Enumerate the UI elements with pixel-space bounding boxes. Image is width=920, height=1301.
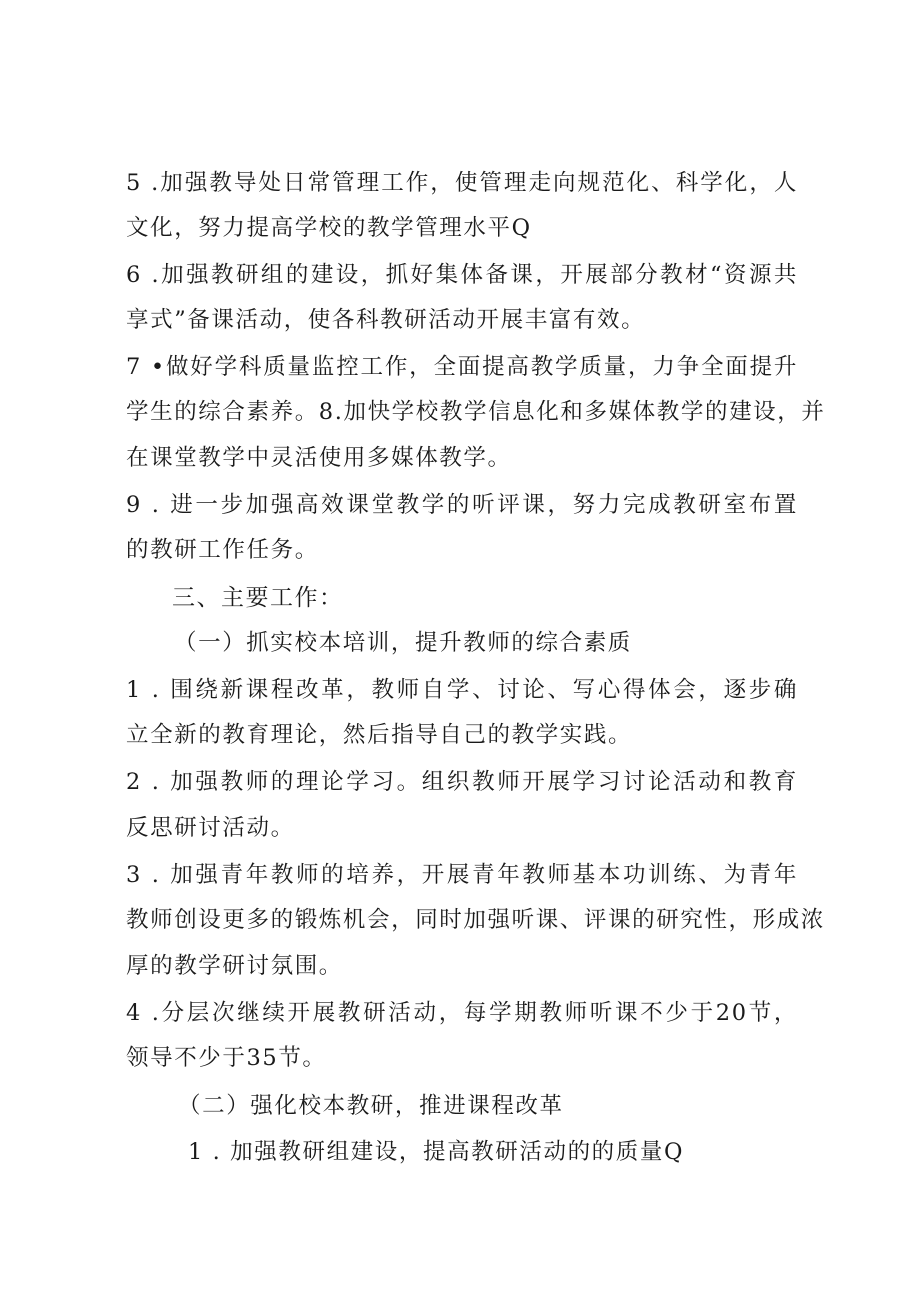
- subsection-2-heading: （二）强化校本教研，推进课程改革: [178, 1093, 564, 1119]
- paragraph-7-line-3: 在课堂教学中灵活使用多媒体教学。: [126, 445, 512, 471]
- paragraph-5-line-2: 文化，努力提高学校的教学管理水平Q: [126, 215, 532, 241]
- paragraph-7-line-1: 7 •做好学科质量监控工作，全面提高教学质量，力争全面提升: [126, 354, 798, 380]
- subsection-1-heading: （一）抓实校本培训，提升教师的综合素质: [174, 630, 632, 656]
- paragraph-6-line-1: 6 .加强教研组的建设，抓好集体备课，开展部分教材“资源共: [126, 262, 798, 288]
- paragraph-9-line-1: 9 . 进一步加强高效课堂教学的听评课，努力完成教研室布置: [126, 492, 798, 518]
- sub1-item-4-line-1: 4 .分层次继续开展教研活动，每学期教师听课不少于20节，: [126, 1000, 798, 1026]
- paragraph-7-line-2: 学生的综合素养。8.加快学校教学信息化和多媒体教学的建设，并: [126, 399, 826, 425]
- sub1-item-2-line-2: 反思研讨活动。: [126, 815, 295, 841]
- sub1-item-1-line-1: 1 . 围绕新课程改革，教师自学、讨论、写心得体会，逐步确: [126, 677, 798, 703]
- sub1-item-1-line-2: 立全新的教育理论，然后指导自己的教学实践。: [126, 722, 633, 748]
- section-heading: 三、主要工作：: [172, 585, 344, 611]
- sub1-item-2-line-1: 2 . 加强教师的理论学习。组织教师开展学习讨论活动和教育: [126, 769, 798, 795]
- paragraph-6-line-2: 享式”备课活动，使各科教研活动开展丰富有效。: [126, 307, 646, 333]
- sub1-item-3-line-1: 3 . 加强青年教师的培养，开展青年教师基本功训练、为青年: [126, 862, 798, 888]
- paragraph-9-line-2: 的教研工作任务。: [126, 537, 319, 563]
- sub1-item-3-line-3: 厚的教学研讨氛围。: [126, 953, 343, 979]
- paragraph-5-line-1: 5 .加强教导处日常管理工作，使管理走向规范化、科学化，人: [126, 170, 798, 196]
- sub1-item-3-line-2: 教师创设更多的锻炼机会，同时加强听课、评课的研究性，形成浓: [126, 907, 825, 933]
- sub1-item-4-line-2: 领导不少于35节。: [126, 1045, 327, 1071]
- sub2-item-1-line-1: 1 . 加强教研组建设，提高教研活动的的质量Q: [188, 1139, 685, 1165]
